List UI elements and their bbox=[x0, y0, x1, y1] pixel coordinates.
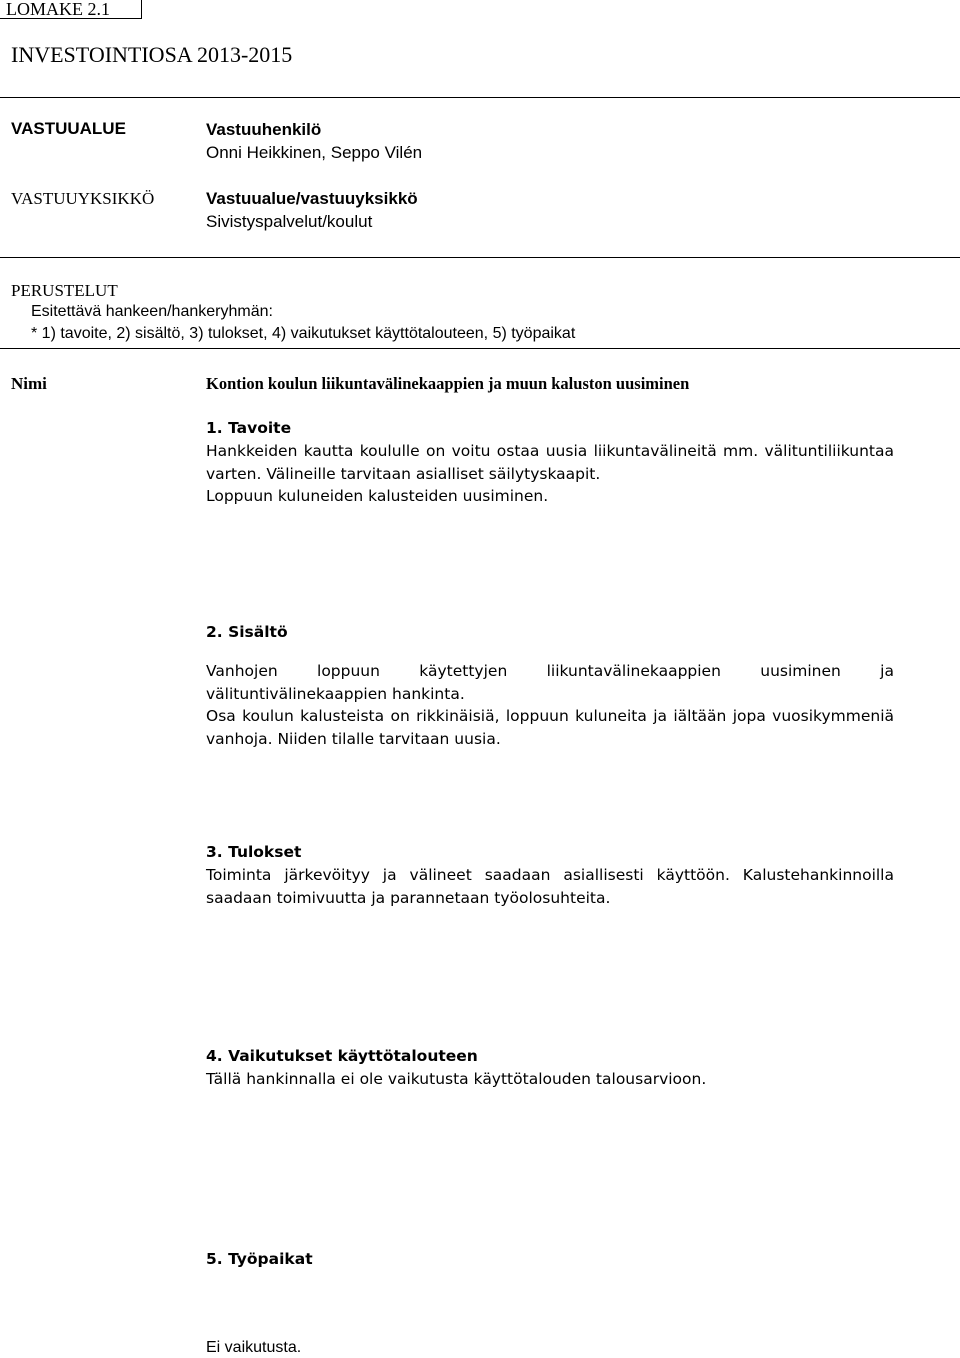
area-unit-label: Vastuualue/vastuuyksikkö bbox=[206, 189, 418, 208]
jobs-heading: 5. Työpaikat bbox=[206, 1250, 313, 1268]
rationale-items: * 1) tavoite, 2) sisältö, 3) tulokset, 4) vaikutukset käyttötalouteen, 5) työpaikat bbox=[31, 325, 576, 342]
responsible-person-label: Vastuuhenkilö bbox=[206, 120, 322, 139]
area-unit-value: Sivistyspalvelut/koulut bbox=[206, 212, 373, 231]
jobs-text: Ei vaikutusta. bbox=[206, 1339, 302, 1356]
goal-text: Hankkeiden kautta koululle on voitu ostaa uusia liikuntavälineitä mm. välituntiliikuntaa varten. Välineille tarvitaan asialliset säilytyskaapit. bbox=[206, 442, 894, 483]
project-name-value: Kontion koulun liikuntavälinekaappien ja muun kaluston uusiminen bbox=[206, 374, 690, 393]
responsibility-area-label: VASTUUALUE bbox=[11, 119, 126, 138]
effects-text: Tällä hankinnalla ei ole vaikutusta käyttötalouden talousarvioon. bbox=[206, 1070, 707, 1088]
page-title: INVESTOINTIOSA 2013-2015 bbox=[11, 42, 293, 67]
content-text-2: Osa koulun kalusteista on rikkinäisiä, loppuun kuluneita ja iältään jopa vuosikymmeniä vanhoja. Niiden tilalle tarvitaan uusia. bbox=[206, 707, 894, 748]
rationale-intro: Esitettävä hankeen/hankeryhmän: bbox=[31, 303, 273, 320]
rationale-divider bbox=[0, 348, 960, 349]
content-text: Vanhojen loppuun käytettyjen liikuntavälinekaappien uusiminen ja välituntivälinekaappien hankinta. bbox=[206, 662, 894, 703]
rationale-heading: PERUSTELUT bbox=[11, 281, 118, 300]
header-divider bbox=[0, 97, 960, 98]
project-name-label: Nimi bbox=[11, 374, 47, 393]
content-heading: 2. Sisältö bbox=[206, 623, 288, 641]
responsibility-divider bbox=[0, 257, 960, 258]
responsible-person-value: Onni Heikkinen, Seppo Vilén bbox=[206, 143, 423, 162]
results-text: Toiminta järkevöityy ja välineet saadaan asiallisesti käyttöön. Kalustehankinnoilla saadaan toimivuutta ja parannetaan työolosuhteita. bbox=[206, 866, 894, 907]
goal-heading: 1. Tavoite bbox=[206, 419, 292, 437]
form-id: LOMAKE 2.1 bbox=[0, 0, 142, 19]
goal-text-2: Loppuun kuluneiden kalusteiden uusiminen. bbox=[206, 487, 549, 505]
responsibility-unit-label: VASTUUYKSIKKÖ bbox=[11, 189, 155, 208]
results-heading: 3. Tulokset bbox=[206, 843, 302, 861]
effects-heading: 4. Vaikutukset käyttötalouteen bbox=[206, 1047, 478, 1065]
